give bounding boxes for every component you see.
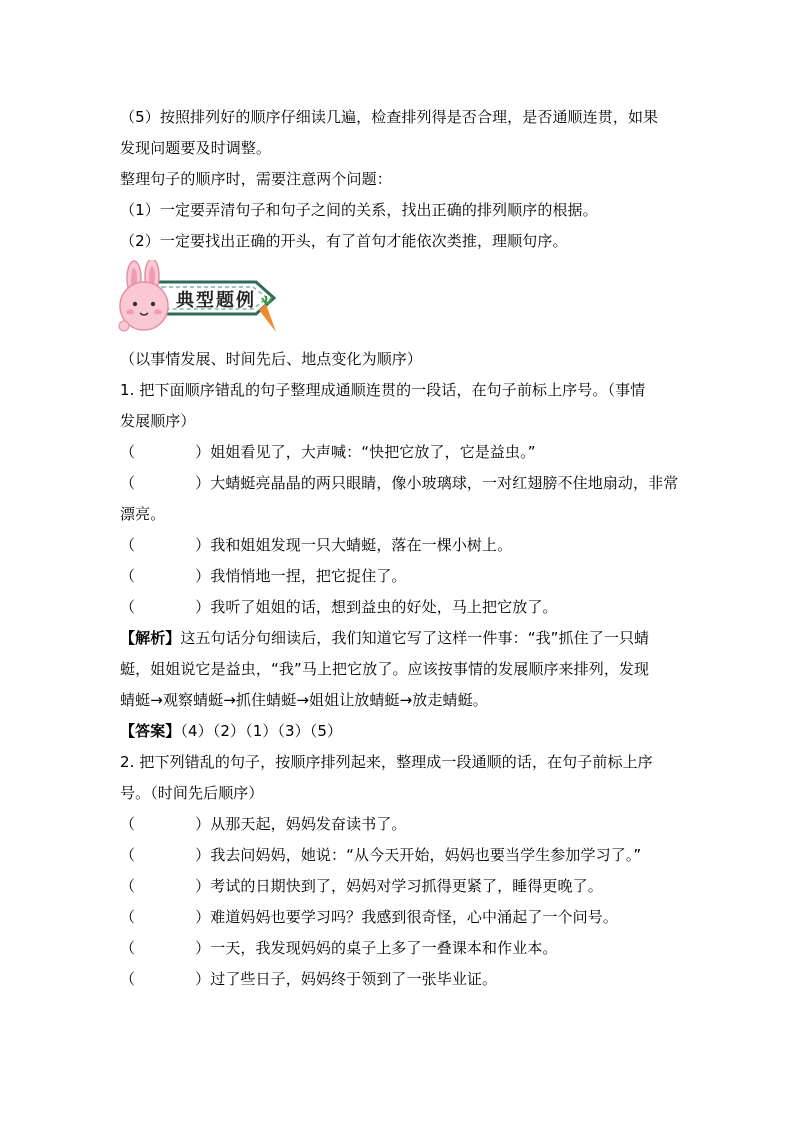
q1-analysis-line2: 蜓，姐姐说它是益虫，“我”马上把它放了。应该按事情的发展顺序来排列，发现 (120, 660, 650, 678)
blank-open: （ (120, 846, 136, 864)
intro-point-1: （1）一定要弄清句子和句子之间的关系，找出正确的排列顺序的根据。 (120, 201, 598, 219)
intro-point-2: （2）一定要找出正确的开头，有了首句才能依次类推，理顺句序。 (120, 232, 568, 250)
q1-item (120, 530, 680, 561)
sentence-text: 我去问妈妈，她说：“从今天开始，妈妈也要当学生参加学习了。” (210, 846, 642, 864)
typical-examples-banner (116, 260, 680, 336)
q1-item (120, 561, 680, 592)
content-area (120, 102, 680, 995)
sentence-text: 我悄悄地一捏，把它捉住了。 (210, 567, 407, 585)
blank-open: （ (120, 598, 136, 616)
sentence-text: 一天，我发现妈妈的桌子上多了一叠课本和作业本。 (210, 939, 558, 957)
blank-close: ） (195, 908, 211, 926)
q1-item-continuation: 漂亮。 (120, 505, 166, 523)
blank-close: ） (195, 877, 211, 895)
blank-open: （ (120, 567, 136, 585)
sentence-text: 大蜻蜓亮晶晶的两只眼睛，像小玻璃球，一对红翅膀不住地扇动，非常 (210, 474, 679, 492)
sentence-text: 我听了姐姐的话，想到益虫的好处，马上把它放了。 (210, 598, 558, 616)
q2-prompt-line2: 号。（时间先后顺序） (120, 784, 264, 802)
blank-open: （ (120, 443, 136, 461)
blank-close: ） (195, 474, 211, 492)
blank-open: （ (120, 970, 136, 988)
sentence-text: 姐姐看见了，大声喊：“快把它放了，它是益虫。” (210, 443, 536, 461)
blank-open: （ (120, 536, 136, 554)
blank-close: ） (195, 846, 211, 864)
analysis-label: 【解析】 (120, 629, 181, 647)
blank-open: （ (120, 815, 136, 833)
q2-prompt-line1: 2. 把下列错乱的句子，按顺序排列起来，整理成一段通顺的话，在句子前标上序 (120, 753, 653, 771)
intro-point-5-line1: （5）按照排列好的顺序仔细读几遍，检查排列得是否合理，是否通顺连贯，如果 (120, 108, 659, 126)
q2-item (120, 871, 680, 902)
sentence-text: 难道妈妈也要学习吗？我感到很奇怪，心中涌起了一个问号。 (210, 908, 618, 926)
analysis-text: 这五句话分句细读后，我们知道它写了这样一件事：“我”抓住了一只蜻 (180, 629, 650, 647)
sentence-text: 从那天起，妈妈发奋读书了。 (210, 815, 407, 833)
blank-close: ） (195, 598, 211, 616)
sentence-text: 过了些日子，妈妈终于领到了一张毕业证。 (210, 970, 498, 988)
q2-item (120, 809, 680, 840)
q2-item (120, 840, 680, 871)
q1-analysis-line1 (120, 623, 680, 654)
blank-close: ） (195, 970, 211, 988)
blank-open: （ (120, 474, 136, 492)
blank-close: ） (195, 567, 211, 585)
q1-item (120, 592, 680, 623)
answer-label: 【答案】 (120, 722, 181, 740)
q1-item (120, 437, 680, 468)
q2-item (120, 933, 680, 964)
blank-close: ） (195, 536, 211, 554)
q1-analysis-line3: 蜻蜓→观察蜻蜓→抓住蜻蜓→姐姐让放蜻蜓→放走蜻蜓。 (120, 691, 488, 709)
blank-open: （ (120, 939, 136, 957)
blank-close: ） (195, 815, 211, 833)
intro-note: 整理句子的顺序时，需要注意两个问题： (120, 170, 392, 188)
q2-item (120, 964, 680, 995)
q2-item (120, 902, 680, 933)
intro-point-5-line2: 发现问题要及时调整。 (120, 139, 272, 157)
sentence-text: 我和姐姐发现一只大蜻蜓，落在一棵小树上。 (210, 536, 513, 554)
q1-prompt-line1: 1. 把下面顺序错乱的句子整理成通顺连贯的一段话，在句子前标上序号。（事情 (120, 381, 646, 399)
q1-item (120, 468, 680, 499)
q1-prompt-line2: 发展顺序） (120, 412, 196, 430)
blank-open: （ (120, 908, 136, 926)
q1-answer (120, 716, 680, 747)
blank-close: ） (195, 443, 211, 461)
answer-text: （4）（2）（1）（3）（5） (180, 722, 343, 740)
blank-open: （ (120, 877, 136, 895)
banner-title: 典型题例 (176, 290, 256, 311)
sentence-text: 考试的日期快到了，妈妈对学习抓得更紧了，睡得更晚了。 (210, 877, 603, 895)
blank-close: ） (195, 939, 211, 957)
section-heading: （以事情发展、时间先后、地点变化为顺序） (120, 350, 423, 368)
